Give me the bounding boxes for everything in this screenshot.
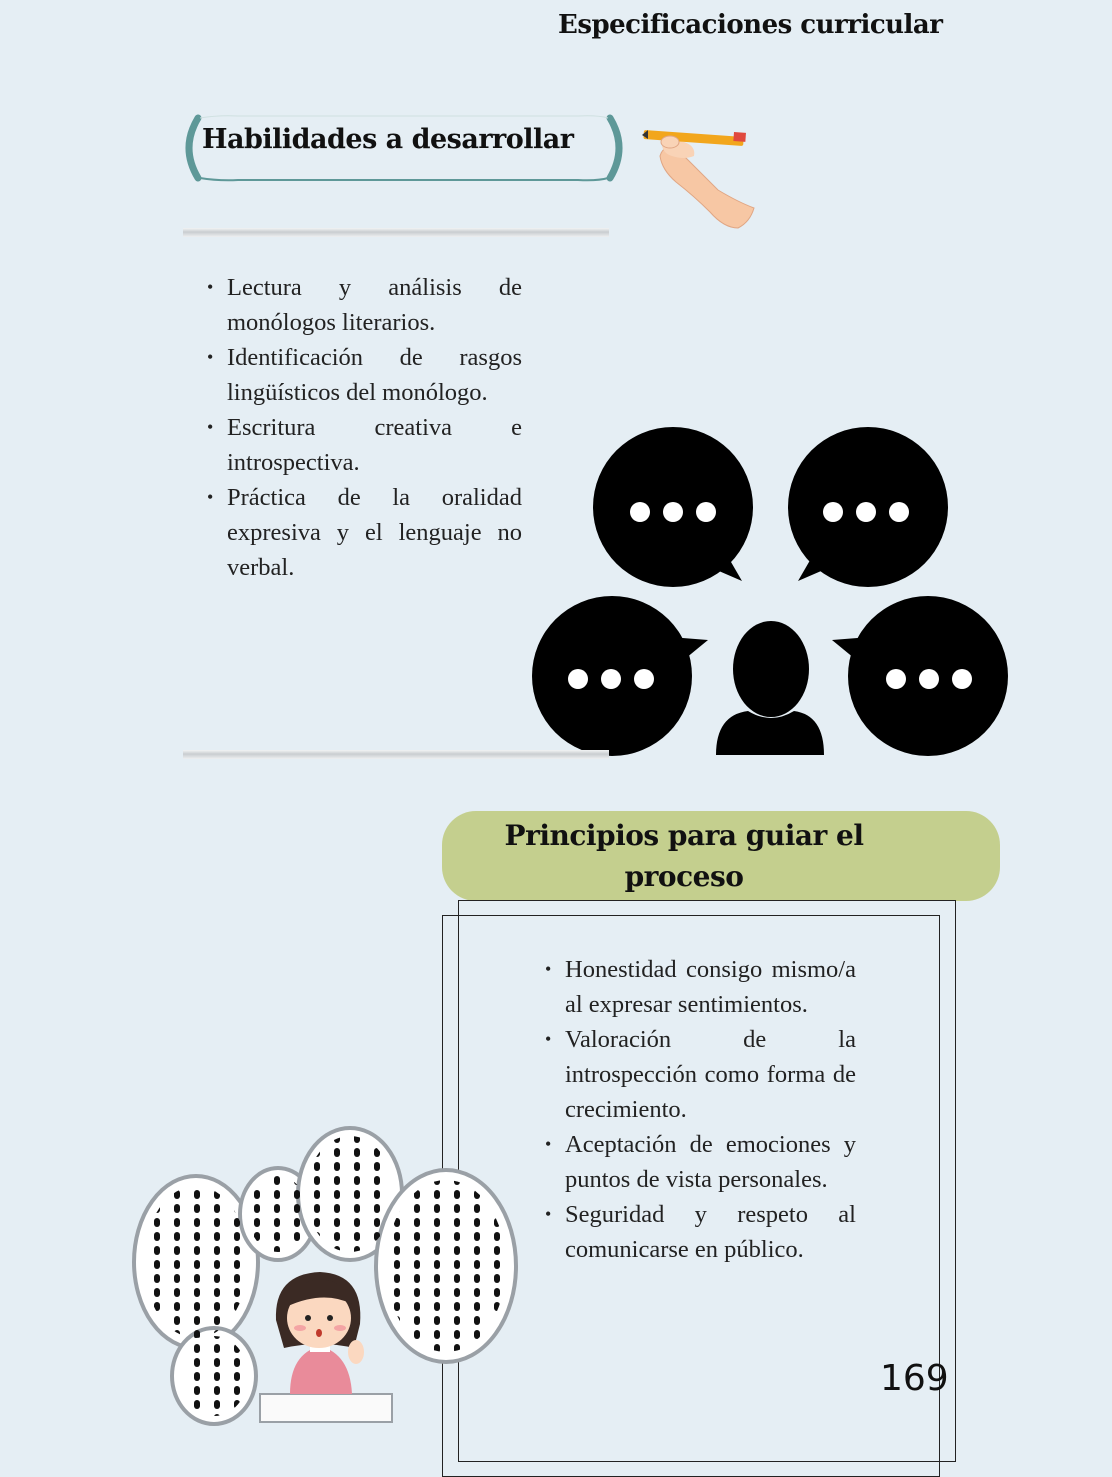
list-item: • Honestidad consigo mismo/a al expresar sentimientos.: [545, 952, 856, 1022]
speech-bubbles-person-icon: [530, 425, 1010, 757]
list-item: • Escritura creativa e introspectiva.: [207, 410, 522, 480]
page-header-title: Especificaciones curricular: [558, 10, 943, 40]
habilidades-heading: [178, 114, 630, 182]
principios-banner: [442, 811, 1000, 901]
list-item: • Seguridad y respeto al comunicarse en público.: [545, 1197, 856, 1267]
girl-speaking-illustration: [128, 1118, 528, 1428]
list-item: • Identificación de rasgos lingüísticos del monólogo.: [207, 340, 522, 410]
divider-bottom: [183, 750, 609, 759]
hand-writing-pencil-icon: [640, 112, 760, 232]
page-number: 169: [880, 1358, 949, 1399]
principios-list: [545, 952, 856, 1267]
principios-title: Principios para guiar el proceso: [504, 819, 864, 893]
habilidades-list: [207, 270, 522, 585]
list-item: • Práctica de la oralidad expresiva y el lenguaje no verbal.: [207, 480, 522, 585]
list-item: • Valoración de la introspección como forma de crecimiento.: [545, 1022, 856, 1127]
divider-top: [183, 228, 609, 237]
list-item: • Aceptación de emociones y puntos de vista personales.: [545, 1127, 856, 1197]
habilidades-title: Habilidades a desarrollar: [202, 124, 574, 155]
list-item: • Lectura y análisis de monólogos literarios.: [207, 270, 522, 340]
